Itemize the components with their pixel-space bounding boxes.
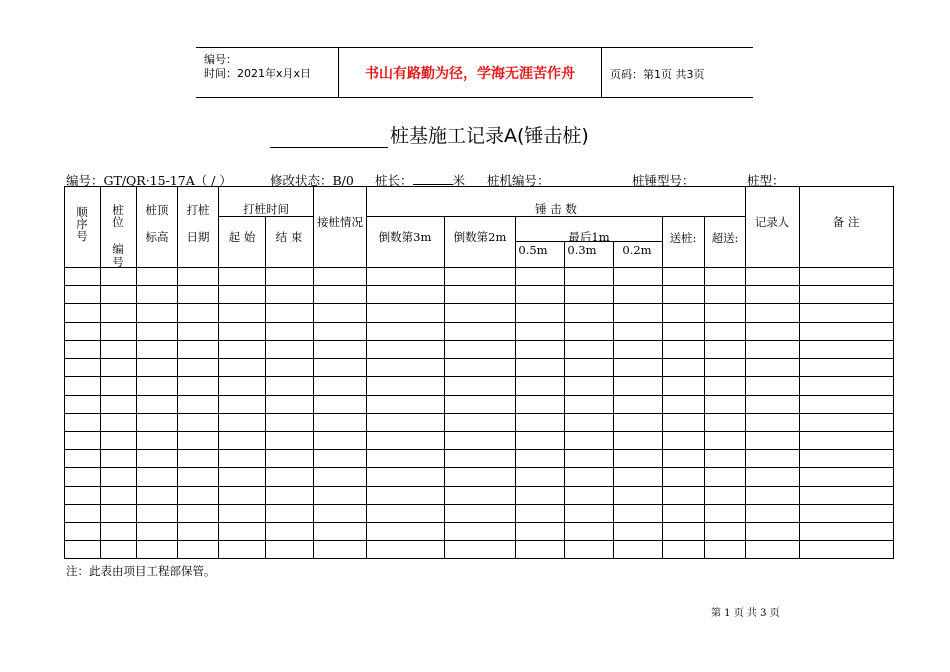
hammer-model: 桩锤型号： bbox=[632, 173, 695, 188]
header-last-2m: 倒数第2m bbox=[453, 230, 507, 244]
pile-type: 桩型： bbox=[747, 173, 785, 188]
header-pos-4: 号 bbox=[112, 255, 124, 269]
header-send-pile: 送桩: bbox=[669, 231, 697, 245]
header-pos-3: 编 bbox=[112, 242, 124, 256]
header-seq-1: 顺 bbox=[76, 205, 88, 219]
header-0-2m: 0.2m bbox=[622, 243, 652, 257]
header-seq-2: 序 bbox=[76, 217, 88, 231]
form-code: 编号：GT/QR·15-17A（ / ） bbox=[66, 173, 232, 188]
footer-page-number: 第 1 页 共 3 页 bbox=[711, 608, 780, 619]
header-date-2: 日期 bbox=[186, 230, 210, 244]
header-date-1: 打桩 bbox=[186, 203, 210, 217]
header-slogan: 书山有路勤为径，学海无涯苦作舟 bbox=[338, 48, 602, 97]
header-seq-3: 号 bbox=[76, 229, 88, 243]
header-pos-1: 桩 bbox=[112, 203, 124, 217]
pile-machine-no: 桩机编号： bbox=[487, 173, 550, 188]
title-text: 桩基施工记录A(锤击桩) bbox=[390, 125, 589, 147]
header-recorder: 记录人 bbox=[754, 215, 790, 229]
header-0-5m: 0.5m bbox=[518, 243, 548, 257]
header-drive-time: 打桩时间 bbox=[243, 202, 289, 216]
header-joint: 接桩情况 bbox=[317, 215, 363, 229]
doc-time-label: 时间：2021年x月x日 bbox=[204, 67, 312, 80]
header-blows: 锤 击 数 bbox=[535, 202, 577, 216]
header-pos-2: 位 bbox=[112, 215, 124, 229]
revision-status: 修改状态：B/0 bbox=[270, 173, 354, 188]
pile-length-unit: 米 bbox=[452, 173, 466, 188]
header-0-3m: 0.3m bbox=[567, 243, 597, 257]
doc-number-label: 编号： bbox=[204, 53, 237, 66]
pile-length-label: 桩长： bbox=[375, 173, 413, 188]
header-over-send: 超送: bbox=[711, 231, 739, 245]
header-page-label: 页码：第1页 共3页 bbox=[610, 68, 705, 81]
header-last-3m: 倒数第3m bbox=[378, 230, 432, 244]
header-remark: 备 注 bbox=[832, 215, 860, 229]
header-end: 结 束 bbox=[275, 230, 303, 244]
header-start: 起 始 bbox=[228, 230, 256, 244]
header-top-elev-1: 桩顶 bbox=[145, 203, 169, 217]
header-last-1m: 最后1m bbox=[568, 230, 610, 244]
table-note: 注：此表由项目工程部保管。 bbox=[66, 564, 216, 578]
header-top-elev-2: 标高 bbox=[145, 230, 169, 244]
